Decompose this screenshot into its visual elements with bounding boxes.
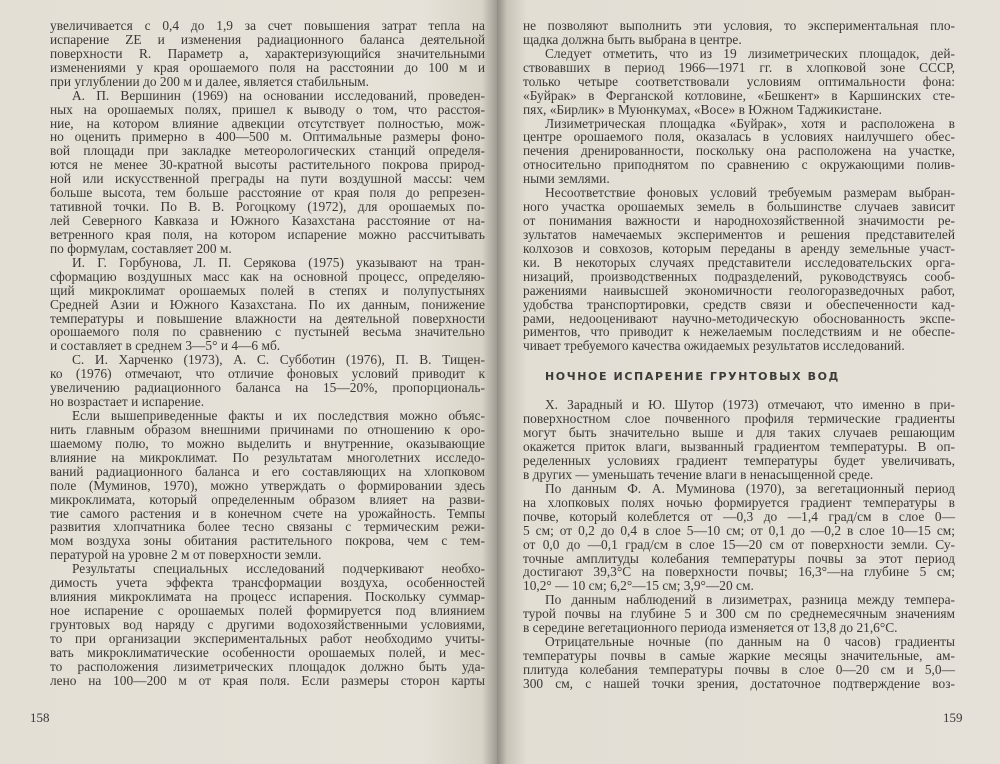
text-line: лено на 100—200 м от края поля. Если размеры сторон карты [50,672,485,688]
text-line: в других — уменьшать течение влаги в ненасыщенной среде. [523,466,874,482]
text-line: Если вышеприведенные факты и их последствия можно объяс- [72,408,485,424]
text-line: температуры и повышение влажности на деятельной поверхности [50,310,485,326]
text-line: ваний радиационного баланса и его составляющих на хлопковом [50,463,485,479]
text-line: ветренного края поля, на котором испарение можно рассчитывать [50,226,485,242]
text-line: ки. В некоторых случаях представители исследовательских орга- [523,254,955,270]
text-line: ное испарение с орошаемых полей формируется под влиянием [50,603,485,619]
text-line: зультатов намечаемых экспериментов и решения представителей [523,226,955,242]
text-line: щий микроклимат орошаемых полей в степях и полупустынях [50,282,485,298]
text-line: турой почвы на глубине 5 и 300 см по среднемесячным значениям [523,606,955,622]
text-line: ной или искусственной преграды на пути воздушной массы: чем [50,171,485,187]
text-line: щадка должна быть выбрана в центре. [523,31,742,47]
text-line: ние, на котором влияние адвекции отсутствует полностью, мож- [50,115,485,131]
text-line: По данным Ф. А. Муминова (1970), за вегетационный период [545,480,955,496]
text-line: окажется приток влаги, вызванный градиентом температуры. В оп- [523,439,955,455]
text-line: рами, недооценивают научно-методическую обоснованность экспе- [523,310,955,326]
text-line: то расположения лизиметрических площадок должно быть уда- [50,658,485,674]
text-line: от понимания важности и народнохозяйственной значимости ре- [523,213,955,229]
text-line: относительно приподнятом по сравнению с окружающими полив- [523,157,955,173]
text-line: только четыре соответствовали условиям оптимальности фона: [523,73,955,89]
text-line: ных на орошаемых полях, пришел к выводу о том, что расстоя- [50,101,485,117]
text-line: плитуда колебания температуры почвы в слое 0—20 см и 5,0— [523,661,955,677]
text-line: точные амплитуды колебания температуры почвы за этот период [523,550,955,566]
text-line: влияние на микроклимат. По результатам многолетних исследо- [50,449,485,465]
text-line: шаемому полю, то можно выделить и внутренние, оказывающие [50,435,485,451]
text-line: центре орошаемого поля, оказалась в условиях наилучшего обес- [523,129,955,145]
text-line: печения дренированности, поскольку она расположена на участке, [523,143,955,159]
text-line: изменениями у края орошаемого поля на расстоянии до 100 м и [50,59,485,75]
text-line: увеличению радиационного баланса на 15—20%, пропорциональ- [50,380,485,396]
text-line: но оценить примерно в 400—500 м. Оптимальные размеры фоно- [50,129,485,145]
text-line: колхозов и совхозов, которым переданы в аренду земельные участ- [523,240,955,256]
text-line: 5 см; от 0,2 до 0,4 в слое 5—10 см; от 0,1 до —0,2 в слое 10—15 см; [523,522,955,538]
text-line: вой площади при закладке метеорологических станций определя- [50,143,485,159]
text-line: пературой на уровне 2 м от поверхности земли. [50,547,322,563]
text-line: тие самого растения и в конечном счете на урожайность. Темпы [50,505,485,521]
text-line: увеличивается с 0,4 до 1,9 за счет повышения затрат тепла на [50,18,485,33]
text-line: Средней Азии и Южного Казахстана. По их данным, понижение [50,296,485,312]
text-line: не позволяют выполнить эти условия, то экспериментальная пло- [523,18,955,33]
section-heading: НОЧНОЕ ИСПАРЕНИЕ ГРУНТОВЫХ ВОД [545,370,840,384]
text-line: чивает требуемого качества ожидаемых результатов исследований. [523,338,905,354]
text-line: в середине вегетационного периода изменяется от 13,8 до 21,6°С. [523,620,898,636]
page-number: 158 [30,710,50,725]
text-line: низаций, производственных подразделений, руководствуясь сооб- [523,268,955,284]
text-line: орошаемого поля по сравнению с пустыней весьма значительно [50,324,485,340]
text-line: нить главным образом внешними причинами по отношению к оро- [50,421,485,437]
page-number: 159 [943,710,963,725]
text-line: по формулам, составляет 200 м. [50,240,232,256]
text-line: пях, «Бирлик» в Муюнкумах, «Восе» в Южном Таджикистане. [523,101,882,117]
text-line: удобства транспортировки, средств связи и обеспеченности кад- [523,296,955,312]
text-line: Отрицательные ночные (по данным на 0 часов) градиенты [545,634,955,650]
text-line: поверхности R. Параметр a, характеризующийся значительными [50,45,485,61]
text-line: температуры почвы в самые жаркие месяцы значительные, ам- [523,648,955,664]
text-line: И. Г. Горбунова, Л. П. Серякова (1975) указывают на тран- [72,254,485,270]
text-line: Лизиметрическая площадка «Буйрак», хотя и расположена в [545,115,955,131]
text-line: могут быть значительно выше и для таких случаев решающим [523,425,955,441]
text-line: А. П. Вершинин (1969) на основании исследований, проведен- [72,87,485,103]
text-line: на хлопковых полях ночью формируется градиент температуры в [523,494,955,510]
text-line: мом воздуха зоны обитания растительного покрова, чем с тем- [50,533,485,549]
text-line: ются не менее 30-кратной высоты растительного покрова природ- [50,157,485,173]
left-page [0,0,497,764]
text-line: ко (1976) отмечают, что отличие фоновых условий приводит к [50,366,485,382]
text-line: развития хлопчатника более тесно связаны с термическим режи- [50,519,485,535]
text-line: ражениями наивысшей экономичности геологоразведочных работ, [523,282,955,298]
text-line: поле (Муминов, 1970), можно утверждать о формировании здесь [50,477,485,493]
text-line: 300 см, с нашей точки зрения, достаточное подтверждение воз- [523,675,955,691]
text-line: микроклимата, который определенным образом влияет на разви- [50,491,485,507]
text-line: больше высота, тем больше расстояние от края поля до репрезен- [50,185,485,201]
text-line: но возрастает и испарение. [50,394,205,410]
text-line: ствовавших в период 1966—1971 гг. в хлопковой зоне СССР, [523,59,955,75]
text-line: достигают 39,3°С на поверхности почвы; 16,3°—на глубине 5 см; [523,564,955,580]
text-line: сформацию воздушных масс как на основной процесс, определяю- [50,268,485,284]
text-line: грунтовых вод наряду с другими водохозяйственными условиями, [50,616,485,632]
text-line: Следует отметить, что из 19 лизиметрических площадок, дей- [545,45,955,61]
text-line: димость учета эффекта трансформации воздуха, особенностей [50,575,485,591]
text-line: влияния микроклимата на процесс испарения. Поскольку суммар- [50,589,485,605]
text-line: С. И. Харченко (1973), А. С. Субботин (1976), П. В. Тищен- [72,352,485,368]
text-line: поверхностном слое почвенного профиля термические градиенты [523,411,955,427]
text-line: ными землями. [523,171,610,187]
text-line: вать микроклиматические особенности орошаемых полей, и мес- [50,644,485,660]
text-line: ределенных условиях градиент температуры будет увеличивать, [523,453,955,469]
text-line: По данным наблюдений в лизиметрах, разница между темпера- [545,592,955,608]
text-line: лей Северного Кавказа и Южного Казахстана расстояние от на- [50,213,485,229]
text-line: Х. Зарадный и Ю. Шутор (1973) отмечают, что именно в при- [545,397,955,413]
text-line: Результаты специальных исследований подчеркивают необхо- [72,561,485,577]
text-line: то при организации экспериментальных работ необходимо учиты- [50,630,485,646]
text-line: почве, который колеблется от —0,3 до —1,4 град/см в слое 0— [523,508,955,524]
text-line: ного участка орошаемых земель в большинстве случаев зависит [523,199,955,215]
text-line: испарение ZE и изменения радиационного баланса деятельной [50,31,485,47]
text-line: от 0,0 до —0,1 град/см в слое 15—20 см от поверхности земли. Су- [523,536,955,552]
right-page [497,0,1000,764]
text-line: Несоответствие фоновых условий требуемым размерам выбран- [545,185,955,201]
text-line: при углублении до 200 м и далее, является стабильным. [50,73,370,89]
text-line: риментов, что приводит к нежелаемым последствиям и не обеспе- [523,324,955,340]
text-line: тативной точки. По В. В. Рогоцкому (1972), для орошаемых по- [50,199,485,215]
text-line: 10,2° — 10 см; 6,2°—15 см; 3,9°—20 см. [523,578,754,594]
text-line: и составляет в среднем 3—5° и 4—6 мб. [50,338,281,354]
text-line: «Буйрак» в Ферганской котловине, «Бешкент» в Каршинских сте- [523,87,955,103]
